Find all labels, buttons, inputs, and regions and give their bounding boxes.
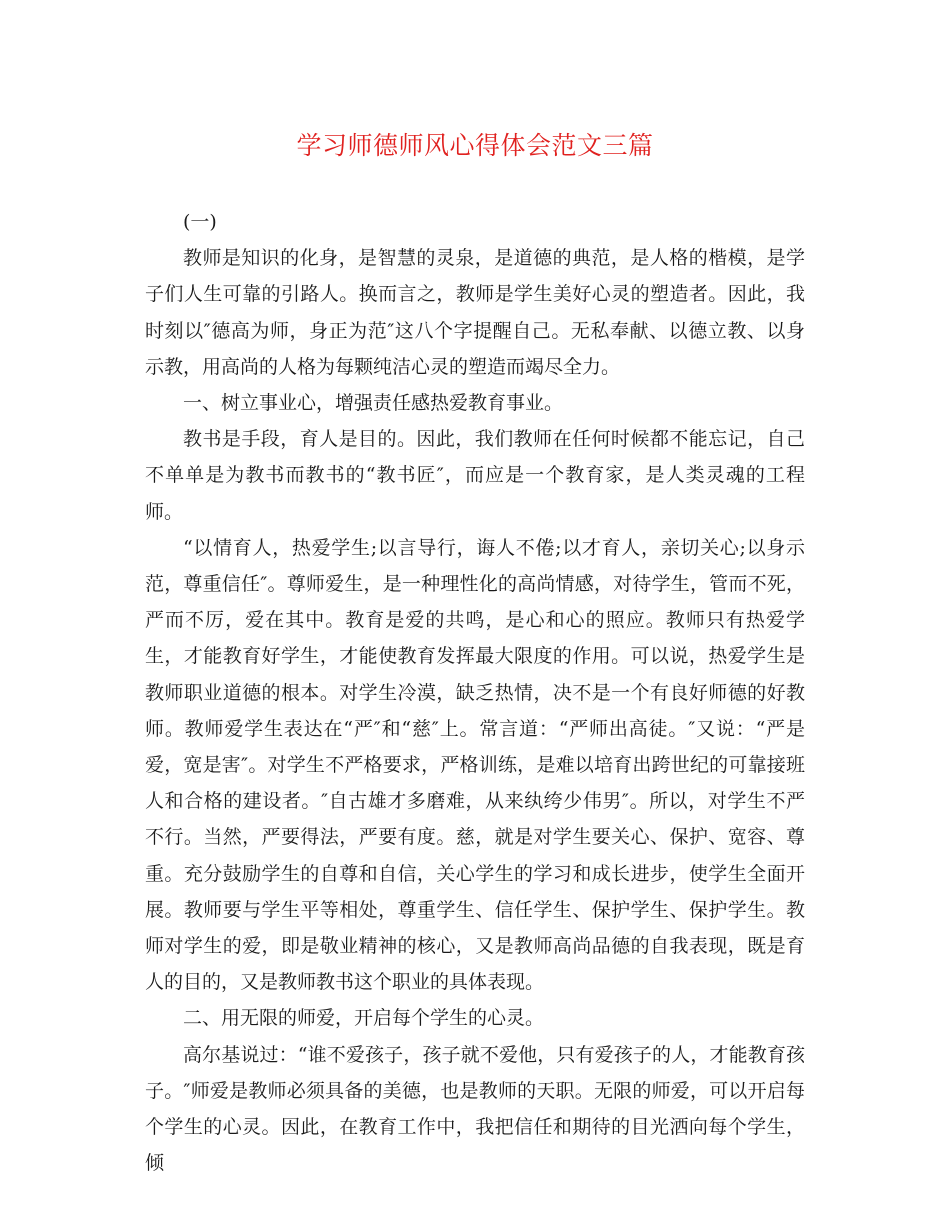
paragraph: 教师是知识的化身，是智慧的灵泉，是道德的典范，是人格的楷模，是学子们人生可靠的引路人。换而言之，教师是学生美好心灵的塑造者。因此，我时刻以″德高为师，身正为范″这八个字提醒自己。无私奉献、以德立教、以身示教，用高尚的人格为每颗纯洁心灵的塑造而竭尽全力。 (145, 247, 805, 378)
section-heading: 二、用无限的师爱，开启每个学生的心灵。 (183, 1007, 545, 1030)
paragraph: 高尔基说过：“谁不爱孩子，孩子就不爱他，只有爱孩子的人，才能教育孩子。″师爱是教师必须具备的美德，也是教师的天职。无限的师爱，可以开启每个学生的心灵。因此，在教育工作中，我把信任和期待的目光洒向每个学生，倾 (145, 1043, 805, 1175)
document-body (145, 204, 805, 1181)
paragraph: “以情育人，热爱学生;以言导行，诲人不倦;以才育人，亲切关心;以身示范，尊重信任″。尊师爱生，是一种理性化的高尚情感，对待学生，管而不死，严而不厉，爱在其中。教育是爱的共鸣，是心和心的照应。教师只有热爱学生，才能教育好学生，才能使教育发挥最大限度的作用。可以说，热爱学生是教师职业道德的根本。对学生冷漠，缺乏热情，决不是一个有良好师德的好教师。教师爱学生表达在“严″和“慈″上。常言道：“严师出高徒。″又说：“严是爱，宽是害″。对学生不严格要求，严格训练，是难以培育出跨世纪的可靠接班人和合格的建设者。″自古雄才多磨难，从来纨绔少伟男″。所以，对学生不严不行。当然，严要得法，严要有度。慈，就是对学生要关心、保护、宽容、尊重。充分鼓励学生的自尊和自信，关心学生的学习和成长进步，使学生全面开展。教师要与学生平等相处，尊重学生、信任学生、保护学生、保护学生。教师对学生的爱，即是敬业精神的核心，又是教师高尚品德的自我表现，既是育人的目的，又是教师教书这个职业的具体表现。 (145, 536, 805, 994)
section-marker: (一) (183, 211, 217, 233)
paragraph: 教书是手段，育人是目的。因此，我们教师在任何时候都不能忘记，自己不单单是为教书而教书的“教书匠″，而应是一个教育家，是人类灵魂的工程师。 (145, 428, 805, 523)
section-heading: 一、树立事业心，增强责任感热爱教育事业。 (183, 392, 564, 415)
document-title: 学习师德师风心得体会范文三篇 (296, 131, 654, 160)
